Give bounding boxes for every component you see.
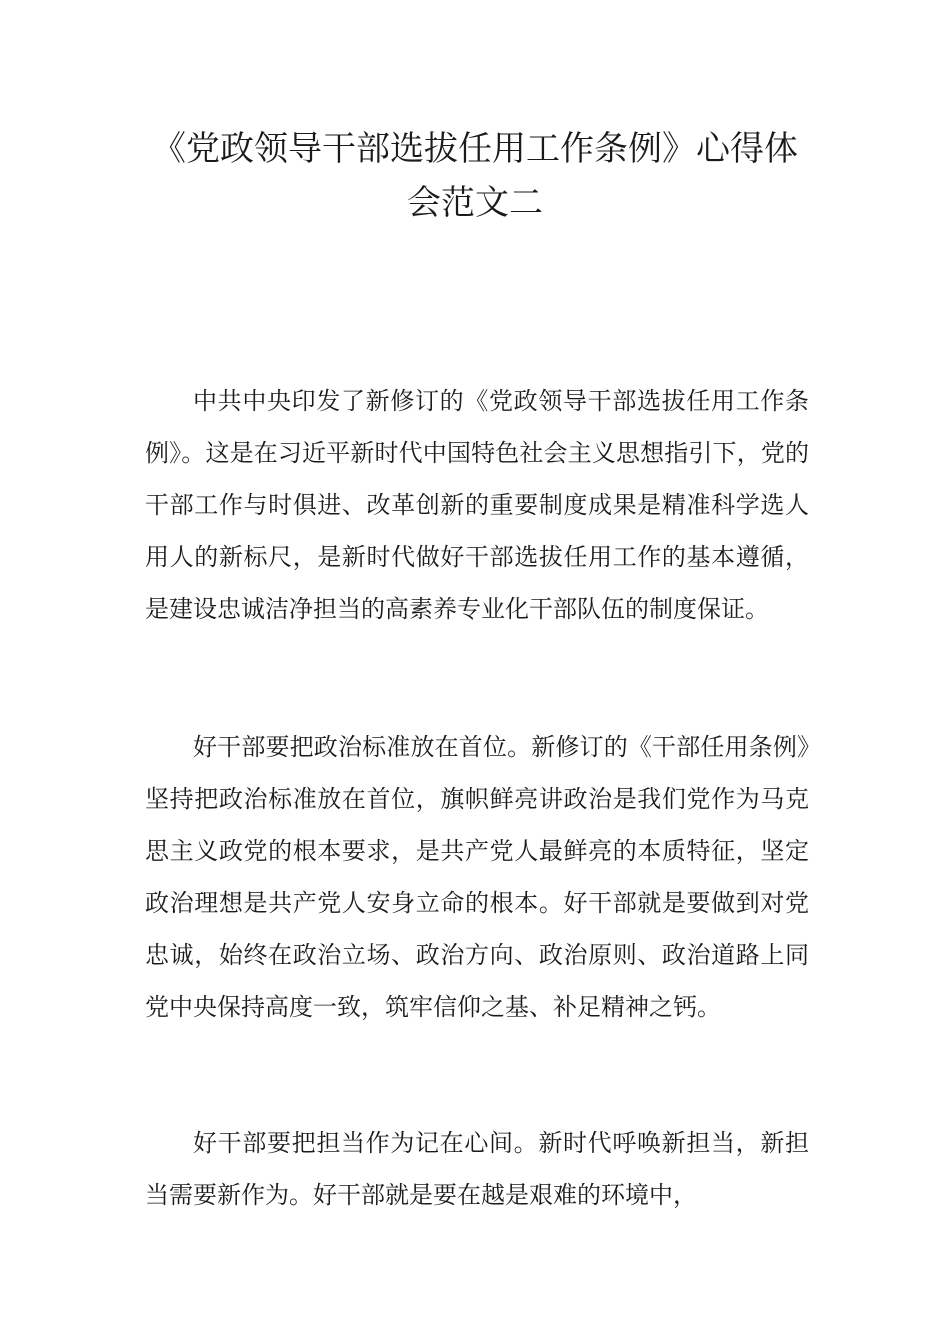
paragraph-2: 好干部要把政治标准放在首位。新修订的《干部任用条例》坚持把政治标准放在首位，旗帜鲜亮讲政治是我们党作为马克思主义政党的根本要求，是共产党人最鲜亮的本质特征，坚定政治理想是共产党人安身立命的根本。好干部就是要做到对党忠诚，始终在政治立场、政治方向、政治原则、政治道路上同党中央保持高度一致，筑牢信仰之基、补足精神之钙。 [145,733,809,1021]
paragraph-3: 好干部要把担当作为记在心间。新时代呼唤新担当，新担当需要新作为。好干部就是要在越是艰难的环境中， [145,1129,809,1209]
paragraph-1: 中共中央印发了新修订的《党政领导干部选拔任用工作条例》。这是在习近平新时代中国特色社会主义思想指引下，党的干部工作与时俱进、改革创新的重要制度成果是精准科学选人用人的新标尺，是新时代做好干部选拔任用工作的基本遵循，是建设忠诚洁净担当的高素养专业化干部队伍的制度保证。 [145,387,809,623]
document-title: 《党政领导干部选拔任用工作条例》心得体会范文二 [152,129,798,223]
